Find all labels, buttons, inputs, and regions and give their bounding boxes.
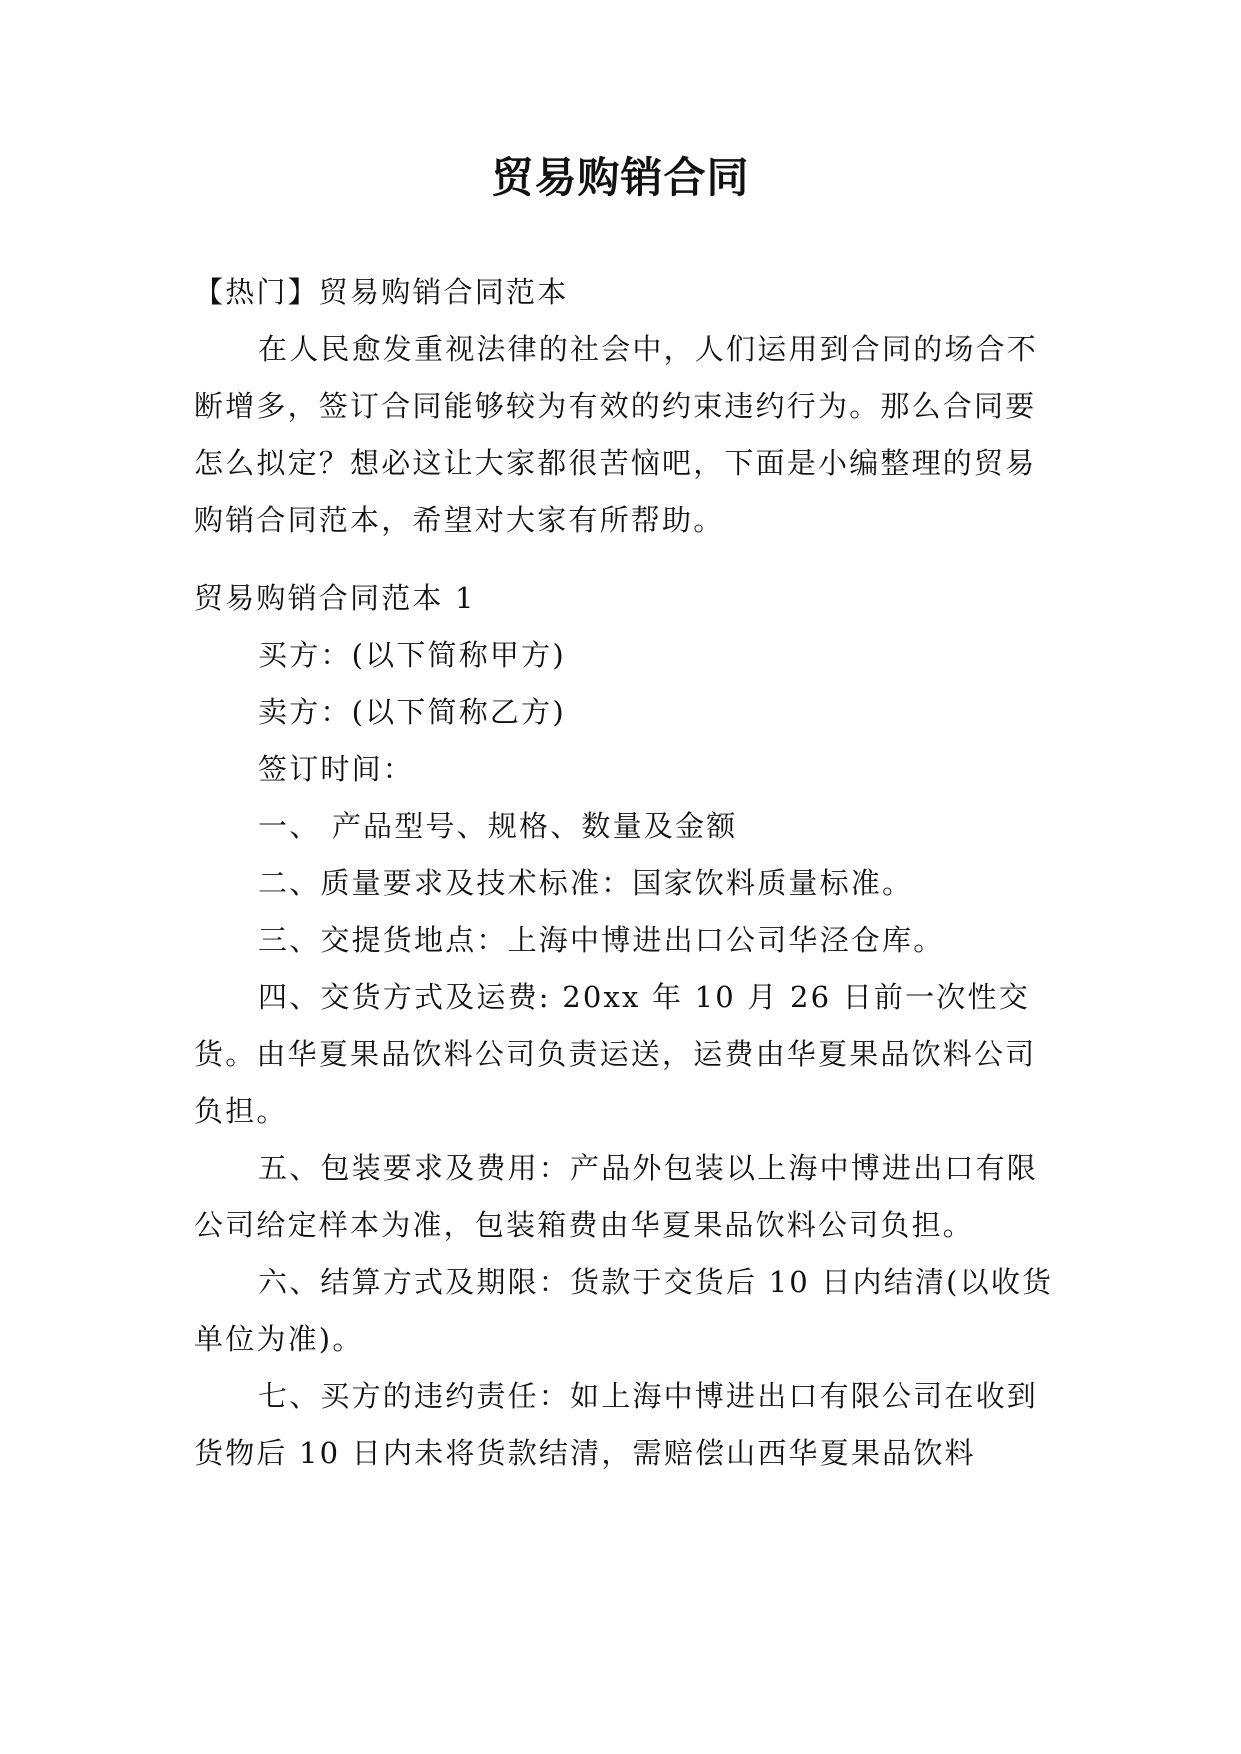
section-title: 贸易购销合同范本 1 xyxy=(194,581,476,615)
clause-3: 三、交提货地点：上海中博进出口公司华泾仓库。 xyxy=(258,923,945,957)
clause-5: 五、包装要求及费用：产品外包装以上海中博进出口有限公司给定样本为准，包装箱费由华夏果品饮料公司负担。 xyxy=(194,1151,1039,1242)
sign-time-line: 签订时间： xyxy=(258,752,415,786)
intro-paragraph: 在人民愈发重视法律的社会中，人们运用到合同的场合不断增多，签订合同能够较为有效的约束违约行为。那么合同要怎么拟定？想必这让大家都很苦恼吧，下面是小编整理的贸易购销合同范本，希望对大家有所帮助。 xyxy=(194,332,1039,537)
clause-2: 二、质量要求及技术标准：国家饮料质量标准。 xyxy=(258,866,914,900)
clause-7: 七、买方的违约责任：如上海中博进出口有限公司在收到货物后 10 日内未将货款结清，需赔偿山西华夏果品饮料 xyxy=(194,1379,1039,1470)
seller-line: 卖方：(以下简称乙方) xyxy=(258,695,566,729)
clause-1: 一、 产品型号、规格、数量及金额 xyxy=(258,809,738,843)
document-title: 贸易购销合同 xyxy=(491,153,750,202)
buyer-line: 买方：(以下简称甲方) xyxy=(258,638,566,672)
document-body xyxy=(194,264,1054,549)
clause-4: 四、交货方式及运费: 20xx 年 10 月 26 日前一次性交货。由华夏果品饮料公司负责运送，运费由华夏果品饮料公司负担。 xyxy=(194,980,1037,1128)
clause-6: 六、结算方式及期限：货款于交货后 10 日内结清(以收货单位为准)。 xyxy=(194,1265,1054,1356)
contract-body xyxy=(194,570,1054,1482)
heading-line: 【热门】贸易购销合同范本 xyxy=(194,275,569,309)
